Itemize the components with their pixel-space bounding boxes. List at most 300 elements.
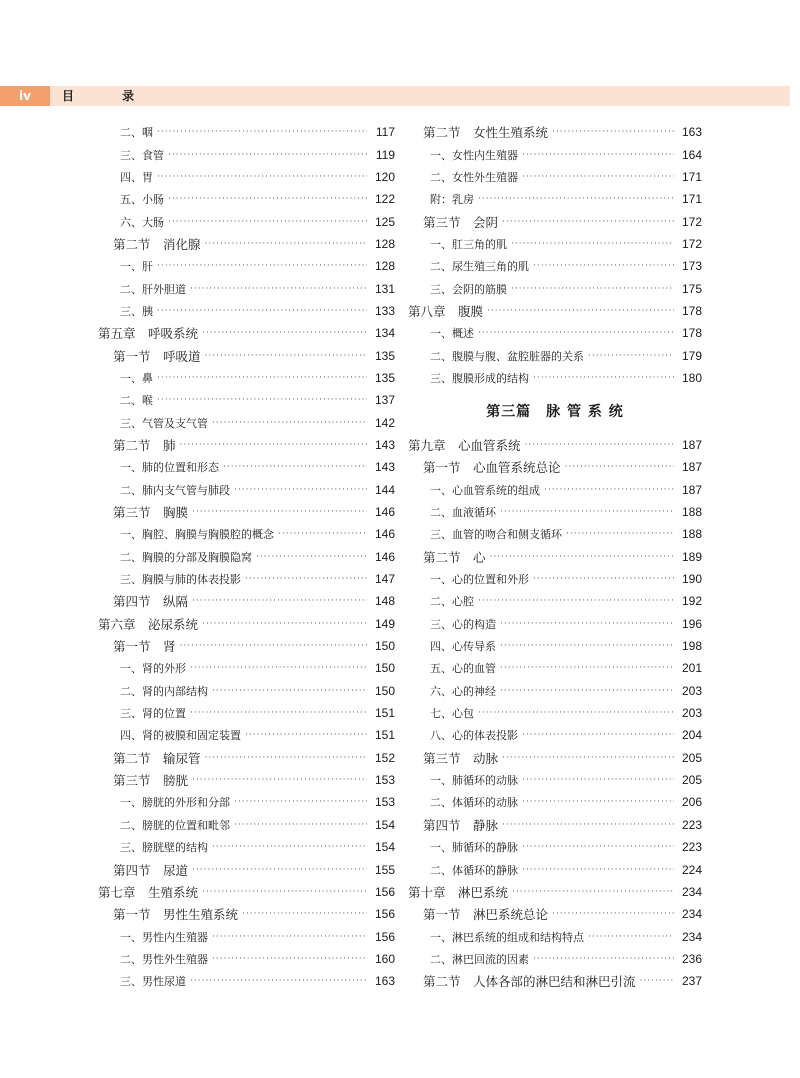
toc-leader-dots <box>478 708 674 718</box>
toc-entry-section[interactable] <box>98 769 395 791</box>
toc-leader-dots <box>500 686 674 696</box>
toc-entry-title: 三、膀胱壁的结构 <box>120 841 208 855</box>
toc-leader-dots <box>212 932 367 942</box>
toc-leader-dots <box>478 328 674 338</box>
toc-leader-dots <box>522 842 674 852</box>
toc-leader-dots <box>168 194 367 204</box>
toc-leader-dots <box>278 529 367 539</box>
toc-entry-title: 一、肾的外形 <box>120 662 186 676</box>
toc-page-number: 180 <box>681 370 702 385</box>
toc-entry-title: 三、腹膜形成的结构 <box>430 371 529 385</box>
toc-leader-dots <box>212 954 367 964</box>
toc-entry-item[interactable] <box>408 702 702 724</box>
toc-page-number: 201 <box>681 661 702 676</box>
toc-entry-title: 第九章 心血管系统 <box>408 437 521 453</box>
toc-leader-dots <box>205 351 367 361</box>
toc-entry-item[interactable] <box>408 367 702 389</box>
toc-entry-section[interactable] <box>408 903 702 925</box>
toc-page-number: 175 <box>681 281 702 296</box>
toc-entry-item[interactable] <box>98 255 395 277</box>
toc-entry-title: 第三节 膀胱 <box>113 773 189 789</box>
toc-entry-item[interactable] <box>98 456 395 478</box>
toc-entry-item[interactable] <box>408 277 702 299</box>
toc-page-number: 178 <box>681 303 702 318</box>
toc-page-number: 198 <box>681 639 702 654</box>
toc-entry-title: 三、血管的吻合和侧支循环 <box>430 528 562 542</box>
toc-entry-section[interactable] <box>98 903 395 925</box>
toc-right-column <box>408 121 702 992</box>
toc-entry-title: 三、食管 <box>120 148 164 162</box>
toc-leader-dots <box>533 954 674 964</box>
toc-leader-dots <box>168 217 367 227</box>
toc-page-number: 187 <box>681 437 702 452</box>
page-title: 目 录 <box>62 89 157 103</box>
toc-entry-section[interactable] <box>98 858 395 880</box>
toc-entry-title: 一、肺的位置和形态 <box>120 461 219 475</box>
page-number: iv <box>0 86 50 106</box>
toc-leader-dots <box>234 820 367 830</box>
toc-entry-item[interactable] <box>98 546 395 568</box>
toc-page-number: 179 <box>681 348 702 363</box>
toc-page-number: 237 <box>681 974 702 989</box>
toc-page-number: 234 <box>681 907 702 922</box>
toc-entry-title: 二、尿生殖三角的肌 <box>430 260 529 274</box>
toc-leader-dots <box>490 552 674 562</box>
toc-leader-dots <box>157 261 367 271</box>
toc-leader-dots <box>500 507 674 517</box>
toc-entry-title: 四、心传导系 <box>430 640 496 654</box>
toc-entry-section[interactable] <box>98 434 395 456</box>
toc-leader-dots <box>256 552 367 562</box>
toc-entry-chapter[interactable] <box>408 881 702 903</box>
toc-page-number: 146 <box>374 549 395 564</box>
toc-entry-title: 第八章 腹膜 <box>408 303 484 319</box>
toc-page-number: 137 <box>374 393 395 408</box>
toc-entry-item[interactable] <box>408 344 702 366</box>
toc-leader-dots <box>234 485 367 495</box>
toc-page-number: 156 <box>374 884 395 899</box>
toc-entry-title: 一、肝 <box>120 260 153 274</box>
toc-page-number: 205 <box>681 773 702 788</box>
toc-page-number: 147 <box>374 572 395 587</box>
toc-page-number: 171 <box>681 192 702 207</box>
toc-entry-title: 一、心血管系统的组成 <box>430 483 540 497</box>
toc-entry-title: 第三节 会阴 <box>423 214 499 230</box>
toc-page-number: 224 <box>681 862 702 877</box>
toc-entry-title: 二、淋巴回流的因素 <box>430 952 529 966</box>
toc-entry-title: 第二节 输尿管 <box>113 750 201 766</box>
toc-entry-title: 三、心的构造 <box>430 617 496 631</box>
toc-entry-item[interactable] <box>98 523 395 545</box>
toc-entry-item[interactable] <box>98 411 395 433</box>
toc-entry-title: 第一节 男性生殖系统 <box>113 907 239 923</box>
toc-entry-title: 一、女性内生殖器 <box>430 148 518 162</box>
toc-entry-item[interactable] <box>408 255 702 277</box>
toc-page-number: 148 <box>374 594 395 609</box>
toc-page-number: 173 <box>681 259 702 274</box>
toc-leader-dots <box>192 596 367 606</box>
toc-entry-title: 二、心腔 <box>430 595 474 609</box>
toc-entry-title: 五、心的血管 <box>430 662 496 676</box>
toc-leader-dots <box>533 373 674 383</box>
toc-entry-title: 二、肺内支气管与肺段 <box>120 483 230 497</box>
toc-page-number: 164 <box>681 147 702 162</box>
toc-entry-title: 第十章 淋巴系统 <box>408 884 509 900</box>
toc-leader-dots <box>500 641 674 651</box>
toc-leader-dots <box>205 753 367 763</box>
toc-leader-dots <box>588 932 674 942</box>
toc-entry-title: 三、会阴的筋膜 <box>430 282 507 296</box>
toc-entry-title: 八、心的体表投影 <box>430 729 518 743</box>
toc-page-number: 144 <box>374 482 395 497</box>
toc-leader-dots <box>522 150 674 160</box>
toc-page-number: 135 <box>374 370 395 385</box>
toc-leader-dots <box>552 127 674 137</box>
toc-page-number: 204 <box>681 728 702 743</box>
toc-entry-title: 二、体循环的动脉 <box>430 796 518 810</box>
toc-entry-title: 二、血液循环 <box>430 506 496 520</box>
toc-leader-dots <box>192 507 367 517</box>
toc-page-number: 146 <box>374 505 395 520</box>
toc-leader-dots <box>202 328 367 338</box>
toc-entry-title: 三、气管及支气管 <box>120 416 208 430</box>
toc-entry-title: 第二节 消化腺 <box>113 236 201 252</box>
toc-entry-item[interactable] <box>408 858 702 880</box>
toc-entry-title: 二、膀胱的位置和毗邻 <box>120 818 230 832</box>
toc-entry-item[interactable] <box>98 814 395 836</box>
toc-leader-dots <box>588 351 674 361</box>
toc-entry-title: 一、心的位置和外形 <box>430 573 529 587</box>
toc-leader-dots <box>511 284 674 294</box>
toc-leader-dots <box>522 730 674 740</box>
toc-leader-dots <box>522 797 674 807</box>
toc-entry-chapter[interactable] <box>408 300 702 322</box>
toc-entry-item[interactable] <box>98 121 395 143</box>
toc-page-number: 172 <box>681 236 702 251</box>
toc-entry-title: 第一节 淋巴系统总论 <box>423 907 549 923</box>
toc-leader-dots <box>157 172 367 182</box>
toc-page-number: 234 <box>681 884 702 899</box>
toc-page-number: 151 <box>374 706 395 721</box>
toc-entry-title: 一、概述 <box>430 327 474 341</box>
toc-entry-item[interactable] <box>408 680 702 702</box>
toc-entry-chapter[interactable] <box>408 434 702 456</box>
toc-entry-title: 第五章 呼吸系统 <box>98 326 199 342</box>
toc-leader-dots <box>552 909 674 919</box>
toc-entry-section[interactable] <box>408 456 702 478</box>
toc-entry-item[interactable] <box>98 925 395 947</box>
toc-page-number: 128 <box>374 236 395 251</box>
toc-left-column <box>98 121 395 992</box>
toc-leader-dots <box>180 641 367 651</box>
toc-entry-section[interactable] <box>98 747 395 769</box>
toc-page-number: 146 <box>374 527 395 542</box>
toc-entry-title: 三、胸膜与肺的体表投影 <box>120 573 241 587</box>
toc-page-number: 189 <box>681 549 702 564</box>
toc-leader-dots <box>190 708 367 718</box>
toc-entry-title: 第一节 呼吸道 <box>113 348 201 364</box>
toc-entry-item[interactable] <box>408 791 702 813</box>
toc-entry-item[interactable] <box>408 590 702 612</box>
toc-entry-title: 第四节 纵隔 <box>113 594 189 610</box>
toc-entry-title: 五、小肠 <box>120 193 164 207</box>
toc-entry-item[interactable] <box>98 389 395 411</box>
toc-page-number: 196 <box>681 616 702 631</box>
toc-entry-title: 第七章 生殖系统 <box>98 884 199 900</box>
toc-entry-item[interactable] <box>408 769 702 791</box>
toc-entry-section[interactable] <box>408 747 702 769</box>
toc-page-number: 120 <box>374 169 395 184</box>
toc-page-number: 234 <box>681 929 702 944</box>
toc-leader-dots <box>478 194 674 204</box>
toc-leader-dots <box>180 440 367 450</box>
toc-page-number: 156 <box>374 907 395 922</box>
toc-page-number: 135 <box>374 348 395 363</box>
toc-page-number: 163 <box>681 125 702 140</box>
toc-entry-item[interactable] <box>408 479 702 501</box>
toc-leader-dots <box>487 306 674 316</box>
toc-leader-dots <box>157 395 367 405</box>
toc-entry-item[interactable] <box>408 948 702 970</box>
toc-entry-title: 二、胸膜的分部及胸膜隐窝 <box>120 550 252 564</box>
toc-entry-title: 第一节 心血管系统总论 <box>423 460 561 476</box>
toc-entry-item[interactable] <box>408 568 702 590</box>
toc-entry-item[interactable] <box>98 300 395 322</box>
toc-leader-dots <box>190 663 367 673</box>
toc-leader-dots <box>533 574 674 584</box>
toc-entry-item[interactable] <box>408 322 702 344</box>
toc-entry-item[interactable] <box>408 523 702 545</box>
toc-entry-title: 二、喉 <box>120 394 153 408</box>
toc-entry-item[interactable] <box>98 970 395 992</box>
toc-entry-item[interactable] <box>98 367 395 389</box>
toc-entry-item[interactable] <box>98 791 395 813</box>
toc-entry-title: 二、咽 <box>120 126 153 140</box>
toc-page-number: 152 <box>374 750 395 765</box>
toc-page-number: 150 <box>374 661 395 676</box>
toc-entry-item[interactable] <box>408 233 702 255</box>
toc-page-number: 188 <box>681 505 702 520</box>
toc-entry-item[interactable] <box>98 680 395 702</box>
toc-page-number: 206 <box>681 795 702 810</box>
toc-leader-dots <box>157 127 367 137</box>
toc-entry-item[interactable] <box>98 277 395 299</box>
toc-entry-title: 第六章 泌尿系统 <box>98 616 199 632</box>
toc-entry-section[interactable] <box>98 590 395 612</box>
toc-page-number: 143 <box>374 460 395 475</box>
toc-entry-title: 一、肺循环的动脉 <box>430 774 518 788</box>
toc-entry-section[interactable] <box>408 121 702 143</box>
toc-page-number: 160 <box>374 951 395 966</box>
toc-page-number: 133 <box>374 303 395 318</box>
toc-entry-title: 二、女性外生殖器 <box>430 170 518 184</box>
toc-entry-item[interactable] <box>98 166 395 188</box>
toc-page-number: 178 <box>681 326 702 341</box>
toc-leader-dots <box>544 485 674 495</box>
toc-entry-item[interactable] <box>98 188 395 210</box>
toc-entry-item[interactable] <box>408 635 702 657</box>
toc-leader-dots <box>192 775 367 785</box>
toc-entry-title: 第二节 肺 <box>113 437 176 453</box>
toc-page-number: 205 <box>681 750 702 765</box>
toc-leader-dots <box>157 373 367 383</box>
toc-entry-item[interactable] <box>408 501 702 523</box>
toc-page-number: 223 <box>681 840 702 855</box>
toc-page-number: 119 <box>375 147 395 162</box>
toc-page-number: 153 <box>374 773 395 788</box>
toc-entry-title: 四、肾的被膜和固定装置 <box>120 729 241 743</box>
toc-leader-dots <box>565 462 674 472</box>
toc-entry-item[interactable] <box>408 613 702 635</box>
toc-page-number: 122 <box>374 192 395 207</box>
toc-entry-title: 二、肾的内部结构 <box>120 684 208 698</box>
toc-entry-title: 第四节 静脉 <box>423 817 499 833</box>
toc-entry-item[interactable] <box>98 948 395 970</box>
toc-entry-section[interactable] <box>408 546 702 568</box>
toc-leader-dots <box>190 976 367 986</box>
toc-entry-item[interactable] <box>98 568 395 590</box>
toc-leader-dots <box>168 150 367 160</box>
toc-entry-title: 一、淋巴系统的组成和结构特点 <box>430 930 584 944</box>
toc-leader-dots <box>512 887 674 897</box>
toc-page-number: 150 <box>374 683 395 698</box>
toc-leader-dots <box>202 887 367 897</box>
toc-page-number: 188 <box>681 527 702 542</box>
toc-leader-dots <box>566 529 674 539</box>
toc-leader-dots <box>511 239 674 249</box>
toc-entry-section[interactable] <box>408 814 702 836</box>
toc-leader-dots <box>640 976 674 986</box>
toc-page-number: 187 <box>681 460 702 475</box>
toc-page-number: 172 <box>681 214 702 229</box>
toc-entry-section[interactable] <box>408 210 702 232</box>
toc-page-number: 163 <box>374 974 395 989</box>
toc-page-number: 128 <box>374 259 395 274</box>
toc-leader-dots <box>212 842 367 852</box>
toc-page-number: 192 <box>681 594 702 609</box>
toc-leader-dots <box>478 596 674 606</box>
toc-leader-dots <box>245 730 367 740</box>
toc-entry-section[interactable] <box>98 344 395 366</box>
toc-page-number: 156 <box>374 929 395 944</box>
toc-page-number: 117 <box>375 125 395 140</box>
toc-entry-title: 第二节 人体各部的淋巴结和淋巴引流 <box>423 974 636 990</box>
toc-entry-title: 二、腹膜与腹、盆腔脏器的关系 <box>430 349 584 363</box>
toc-entry-chapter[interactable] <box>98 881 395 903</box>
toc-leader-dots <box>245 574 367 584</box>
toc-page-number: 154 <box>374 840 395 855</box>
toc-page-number: 203 <box>681 683 702 698</box>
toc-entry-item[interactable] <box>408 724 702 746</box>
toc-leader-dots <box>223 462 367 472</box>
toc-page-number: 187 <box>681 482 702 497</box>
toc-entry-title: 四、胃 <box>120 170 153 184</box>
toc-entry-title: 三、肾的位置 <box>120 707 186 721</box>
toc-leader-dots <box>500 619 674 629</box>
toc-entry-title: 一、鼻 <box>120 371 153 385</box>
toc-leader-dots <box>502 753 674 763</box>
toc-entry-chapter[interactable] <box>98 613 395 635</box>
toc-leader-dots <box>522 172 674 182</box>
toc-entry-title: 一、男性内生殖器 <box>120 930 208 944</box>
toc-page-number: 151 <box>374 728 395 743</box>
toc-entry-item[interactable] <box>98 724 395 746</box>
toc-entry-item[interactable] <box>408 836 702 858</box>
toc-entry-item[interactable] <box>98 657 395 679</box>
toc-entry-title: 第三节 动脉 <box>423 750 499 766</box>
toc-entry-item[interactable] <box>408 925 702 947</box>
toc-page-number: 203 <box>681 706 702 721</box>
toc-leader-dots <box>157 306 367 316</box>
toc-entry-title: 六、心的神经 <box>430 684 496 698</box>
toc-leader-dots <box>525 440 674 450</box>
toc-entry-section[interactable] <box>98 233 395 255</box>
toc-entry-chapter[interactable] <box>98 322 395 344</box>
toc-entry-title: 第三节 胸膜 <box>113 505 189 521</box>
toc-entry-title: 一、胸腔、胸膜与胸膜腔的概念 <box>120 528 274 542</box>
toc-page-number: 154 <box>374 817 395 832</box>
toc-entry-item[interactable] <box>98 479 395 501</box>
toc-leader-dots <box>212 418 367 428</box>
toc-part-heading <box>408 389 702 434</box>
toc-entry-title: 一、肛三角的肌 <box>430 237 507 251</box>
toc-page-number: 190 <box>681 572 702 587</box>
toc-page-number: 150 <box>374 639 395 654</box>
toc-entry-title: 第一节 肾 <box>113 639 176 655</box>
toc-page-number: 155 <box>374 862 395 877</box>
toc-page-number: 142 <box>374 415 395 430</box>
toc-entry-title: 一、肺循环的静脉 <box>430 841 518 855</box>
toc-entry-title: 二、体循环的静脉 <box>430 863 518 877</box>
toc-entry-item[interactable] <box>408 166 702 188</box>
toc-entry-section[interactable] <box>408 970 702 992</box>
toc-entry-title: 七、心包 <box>430 707 474 721</box>
toc-leader-dots <box>500 663 674 673</box>
toc-leader-dots <box>502 820 674 830</box>
toc-entry-item[interactable] <box>408 188 702 210</box>
toc-page-number: 131 <box>374 281 395 296</box>
toc-entry-title: 第二节 心 <box>423 549 486 565</box>
toc-leader-dots <box>190 284 367 294</box>
toc-leader-dots <box>522 865 674 875</box>
toc-leader-dots <box>533 261 674 271</box>
toc-entry-title: 三、男性尿道 <box>120 975 186 989</box>
toc-entry-section[interactable] <box>98 501 395 523</box>
toc-leader-dots <box>192 865 367 875</box>
toc-page-number: 171 <box>681 169 702 184</box>
toc-entry-item[interactable] <box>98 210 395 232</box>
toc-leader-dots <box>502 217 674 227</box>
toc-entry-item[interactable] <box>98 702 395 724</box>
toc-entry-item[interactable] <box>408 143 702 165</box>
toc-page-number: 125 <box>374 214 395 229</box>
toc-entry-title: 二、男性外生殖器 <box>120 952 208 966</box>
toc-page-number: 143 <box>374 437 395 452</box>
toc-entry-item[interactable] <box>408 657 702 679</box>
toc-leader-dots <box>234 797 367 807</box>
toc-entry-title: 附：乳房 <box>430 193 474 207</box>
toc-entry-title: 一、膀胱的外形和分部 <box>120 796 230 810</box>
toc-entry-title: 三、胰 <box>120 304 153 318</box>
toc-leader-dots <box>212 686 367 696</box>
toc-entry-item[interactable] <box>98 143 395 165</box>
toc-entry-item[interactable] <box>98 836 395 858</box>
toc-entry-section[interactable] <box>98 635 395 657</box>
toc-leader-dots <box>202 619 367 629</box>
toc-entry-title: 第二节 女性生殖系统 <box>423 125 549 141</box>
toc-leader-dots <box>522 775 674 785</box>
toc-page-number: 153 <box>374 795 395 810</box>
